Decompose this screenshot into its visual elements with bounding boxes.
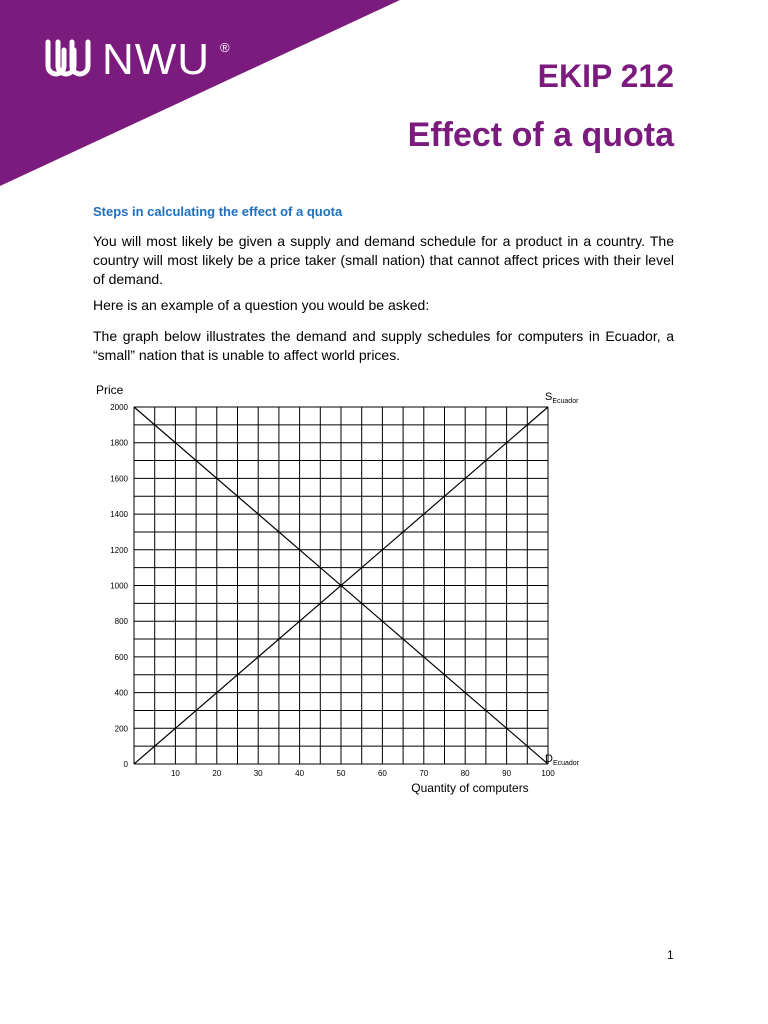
x-tick-label: 10 — [170, 769, 180, 778]
banner-shape — [0, 0, 400, 186]
y-tick-label: 800 — [114, 617, 128, 627]
x-tick-label: 20 — [212, 769, 222, 778]
y-tick-label: 200 — [114, 724, 128, 734]
paragraph-example: Here is an example of a question you would be asked: — [93, 297, 430, 313]
x-tick-label: 80 — [460, 769, 470, 778]
nwu-emblem-icon — [42, 36, 94, 84]
y-tick-label: 1400 — [110, 510, 128, 520]
x-tick-label: 90 — [502, 769, 512, 778]
x-tick-label: 40 — [295, 769, 305, 778]
course-code: EKIP 212 — [537, 58, 674, 94]
series-label-s: $S_{Ecuador}$ — [545, 391, 579, 405]
x-tick-label: 30 — [253, 769, 263, 778]
y-tick-labels — [110, 403, 128, 769]
series-labels — [545, 391, 580, 767]
series-label-d: $D_{Ecuador}$ — [545, 753, 580, 767]
y-tick-label: 0 — [123, 760, 128, 769]
supply-demand-chart — [0, 370, 768, 810]
y-tick-label: 1800 — [110, 438, 128, 448]
logo-text: NWU — [102, 35, 211, 84]
y-tick-label: 600 — [114, 652, 128, 662]
x-axis-label: Quantity of computers — [411, 781, 529, 795]
header-banner — [0, 0, 400, 190]
nwu-logo — [42, 35, 230, 84]
paragraph-graph-description: The graph below illustrates the demand and supply schedules for computers in Ecuador, a “small” nation that is unable to affect world prices. — [93, 328, 674, 363]
registered-mark: ® — [220, 40, 230, 55]
y-tick-label: 1200 — [110, 545, 128, 555]
page-number: 1 — [667, 948, 674, 962]
x-tick-label: 50 — [336, 769, 346, 778]
y-axis-label: Price — [96, 383, 124, 397]
paragraph-intro: You will most likely be given a supply and demand schedule for a product in a country. The country will most likely be a price taker (small nation) that cannot affect prices with their level of demand. — [93, 233, 674, 287]
y-tick-label: 1000 — [110, 581, 128, 591]
y-tick-label: 400 — [114, 688, 128, 698]
x-tick-label: 70 — [419, 769, 429, 778]
y-tick-label: 2000 — [110, 403, 128, 412]
x-tick-label: 60 — [377, 769, 387, 778]
section-subheading: Steps in calculating the effect of a quota — [93, 204, 343, 219]
page-title: Effect of a quota — [407, 116, 674, 154]
x-tick-labels — [171, 769, 555, 778]
x-tick-label: 100 — [541, 769, 555, 778]
y-tick-label: 1600 — [110, 474, 128, 484]
